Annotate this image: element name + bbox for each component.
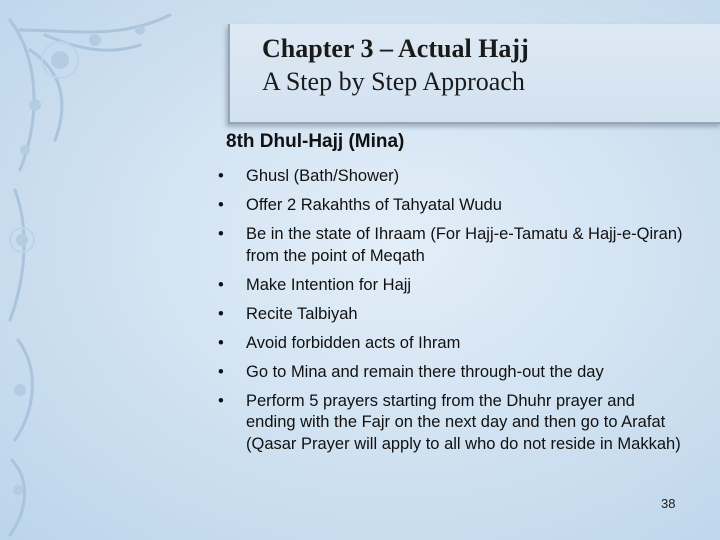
slide-title: Chapter 3 – Actual Hajj [262,34,529,63]
bullet-text: Recite Talbiyah [246,304,358,323]
page-number: 38 [661,496,676,511]
list-item [218,333,688,355]
list-item [218,195,688,217]
bullet-icon: • [218,391,224,410]
list-item [218,275,688,297]
list-item [218,166,688,188]
bullet-icon: • [218,225,224,243]
bullet-text: Be in the state of Ihraam (For Hajj-e-Tamatu & Hajj-e-Qiran) from the point of Meqath [246,225,683,265]
bullet-text: Ghusl (Bath/Shower) [246,167,400,185]
list-item [218,224,688,267]
list-item [218,391,688,456]
bullet-list [218,166,688,463]
list-item [218,362,688,384]
title-box [228,24,720,124]
floral-corner-ornament [0,0,230,540]
bullet-text: Avoid forbidden acts of Ihram [246,333,461,352]
bullet-text: Offer 2 Rakahths of Tahyatal Wudu [246,196,502,214]
bullet-icon: • [218,333,224,352]
slide-subtitle: A Step by Step Approach [262,67,525,96]
section-heading: 8th Dhul-Hajj (Mina) [226,131,405,152]
bullet-icon: • [218,167,224,185]
bullet-text: Make Intention for Hajj [246,275,412,294]
bullet-text: Go to Mina and remain there through-out the day [246,362,604,381]
bullet-icon: • [218,275,224,294]
bullet-text: Perform 5 prayers starting from the Dhuhr prayer and ending with the Fajr on the next day and then go to Arafat (Qasar Prayer will apply to all who do not reside in Makkah) [246,391,681,453]
bullet-icon: • [218,362,224,381]
bullet-icon: • [218,304,224,323]
list-item [218,304,688,326]
bullet-icon: • [218,196,224,214]
